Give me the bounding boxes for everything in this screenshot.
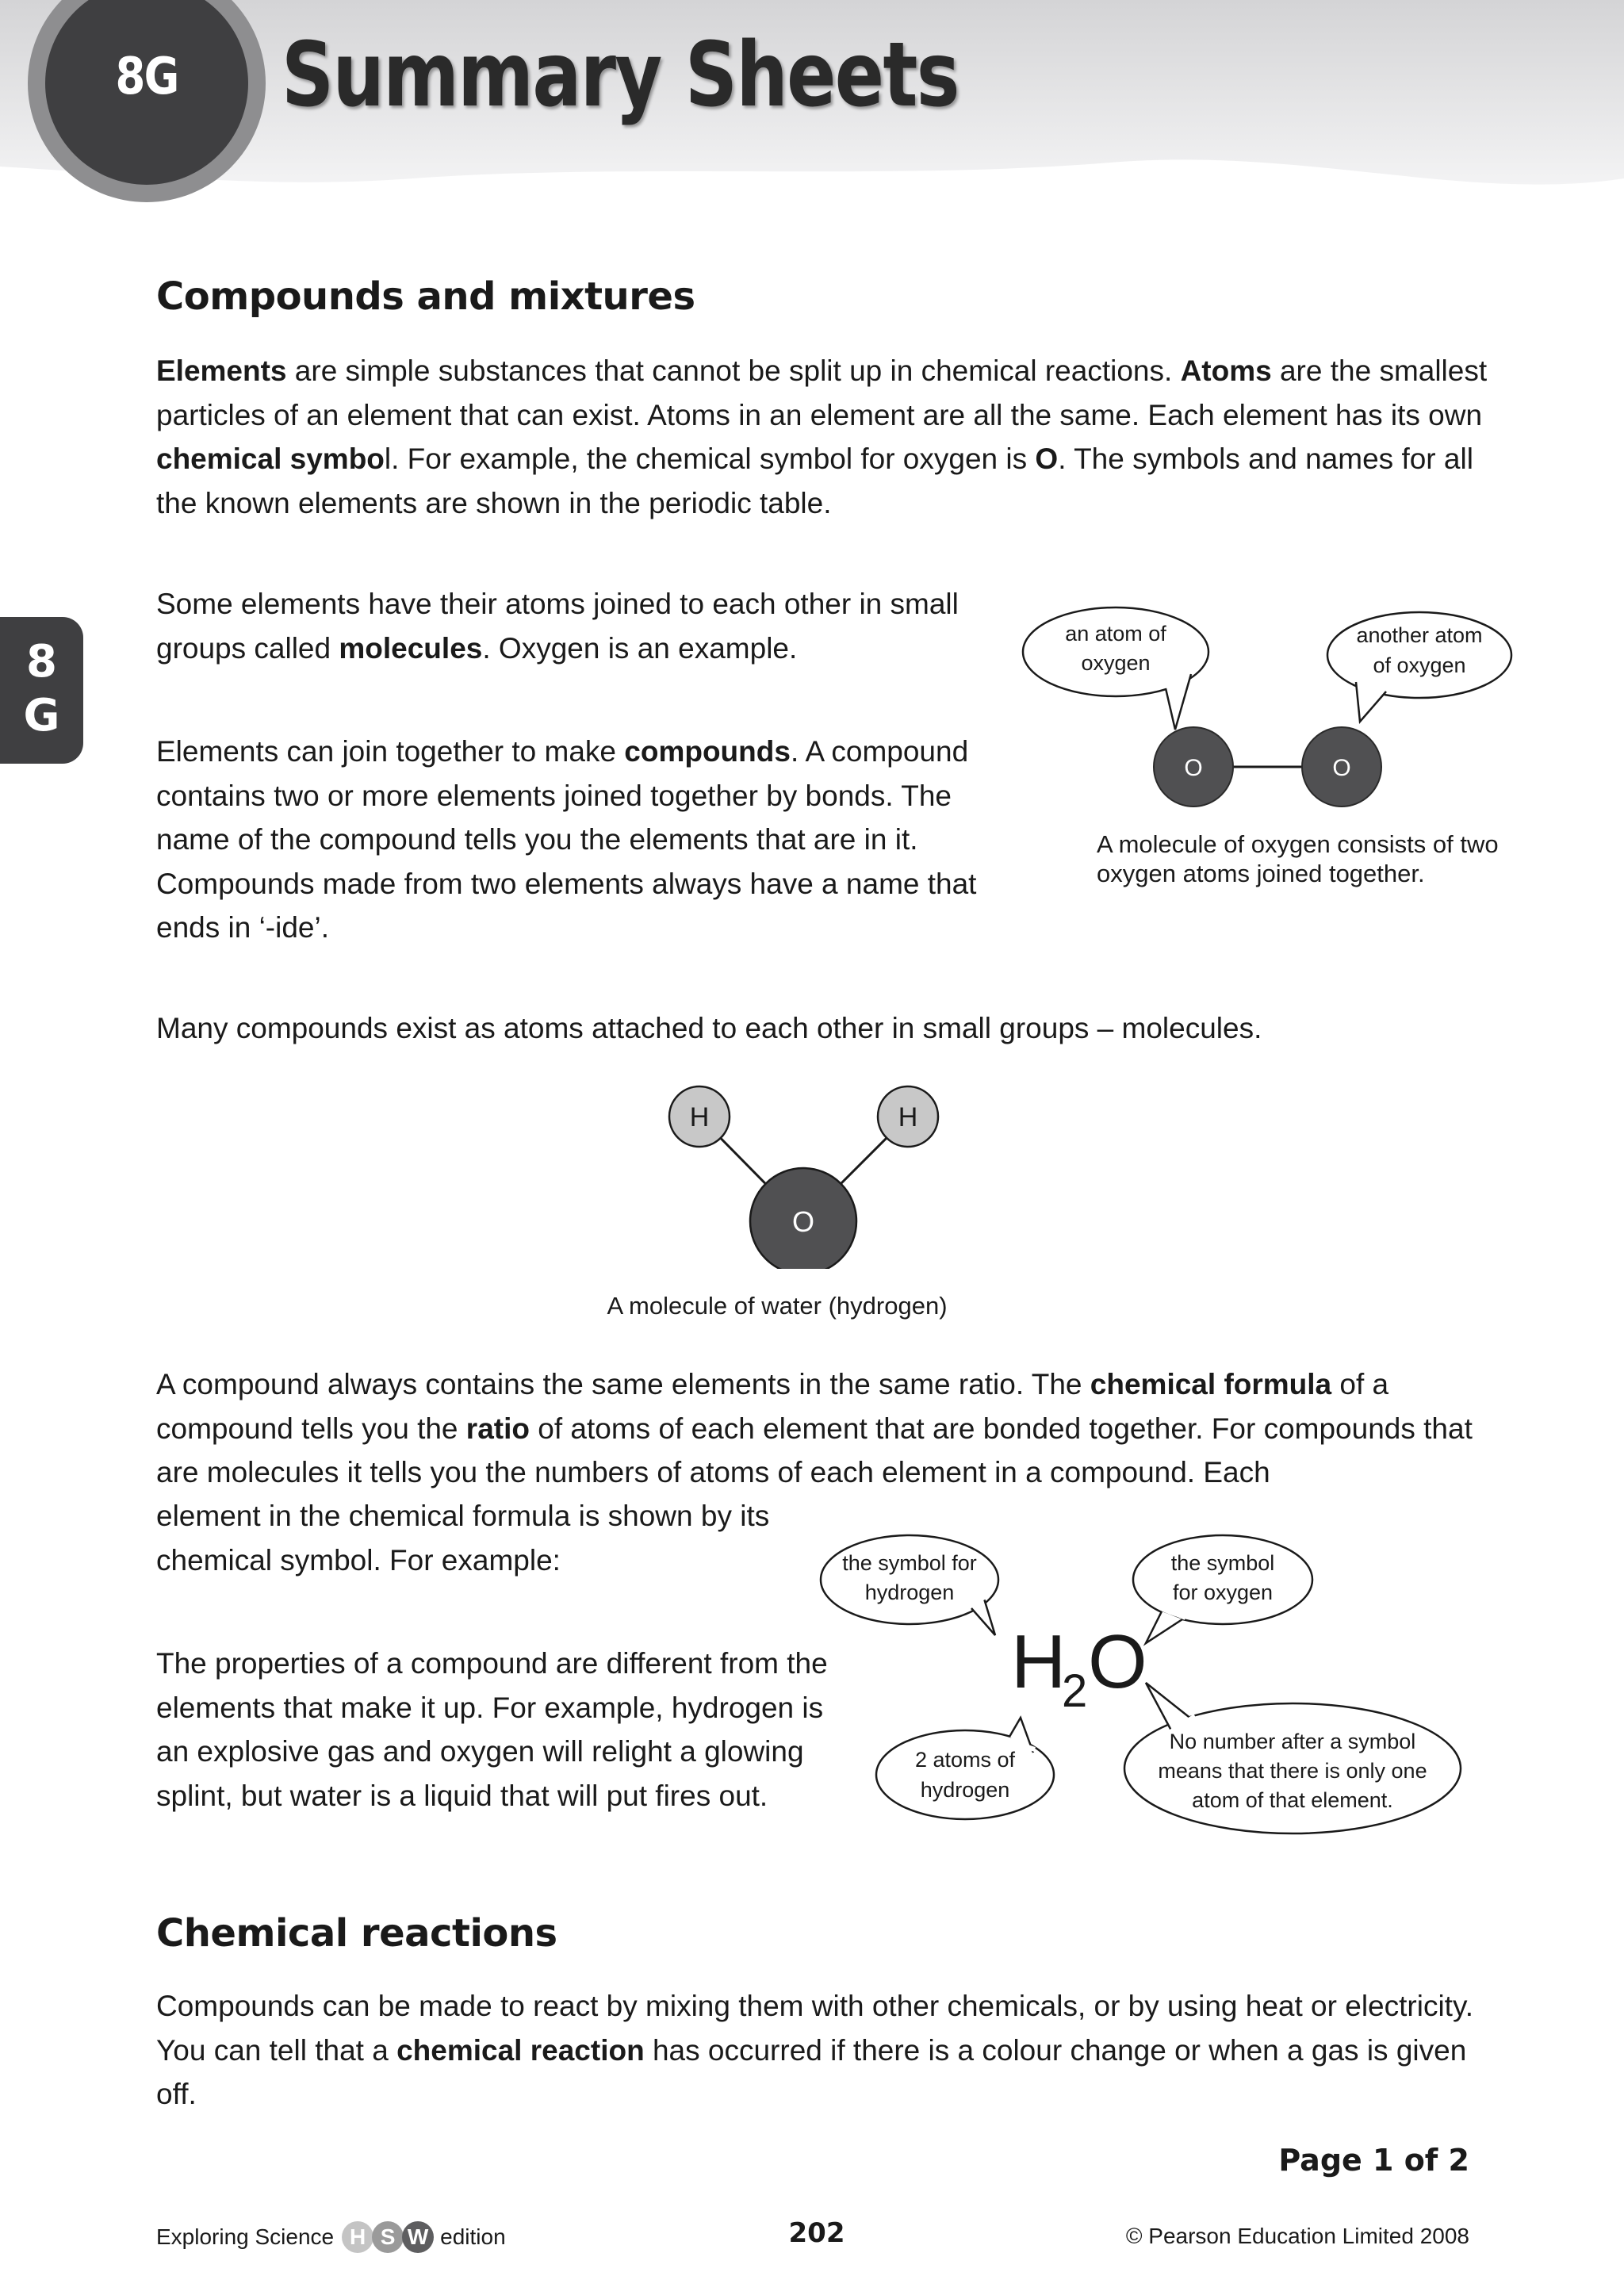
- oxygen-atom-water-label: O: [791, 1205, 815, 1238]
- paragraph-chemical-formula: [156, 1362, 1504, 1495]
- paragraph-properties: The properties of a compound are different from the elements that make it up. For example, hydrogen is an explosive gas and oxygen will relight a glowing splint, but water is a liquid that will put fires out.: [156, 1647, 828, 1812]
- bubble-n-line2: means that there is only one: [1158, 1759, 1427, 1783]
- paragraph-chemical-reactions: [156, 1984, 1504, 2117]
- speech-bubble-symbol-oxygen: [1133, 1535, 1312, 1643]
- bubble-n-line3: atom of that element.: [1192, 1788, 1393, 1812]
- footer-series: [156, 2217, 506, 2257]
- bold-term: chemical formula: [1090, 1368, 1332, 1400]
- unit-badge-label: 8G: [115, 48, 178, 106]
- formula-o: O: [1088, 1619, 1147, 1704]
- footer-series-name: Exploring Science: [156, 2224, 335, 2249]
- hsw-h-icon: H: [342, 2221, 373, 2253]
- text-run: has occurred if there is a colour change or when a gas is given off.: [156, 2033, 1467, 2110]
- bold-term: O: [1035, 443, 1059, 475]
- oxygen-atom-2-label: O: [1332, 755, 1351, 781]
- bubble-right-line1: another atom: [1356, 623, 1483, 647]
- text-run: A compound always contains the same elements in the same ratio. The: [156, 1368, 1090, 1400]
- text-run: of atoms of each element that are bonded together. For compounds that are molecules it tells you the numbers of atoms of each element in a compound. Each: [156, 1412, 1473, 1488]
- speech-bubble-symbol-hydrogen: [821, 1535, 998, 1635]
- text-run: l. For example, the chemical symbol for oxygen is: [384, 443, 1036, 475]
- bubble-n-line1: No number after a symbol: [1169, 1730, 1416, 1753]
- side-tab: [0, 617, 83, 764]
- section-heading-compounds: Compounds and mixtures: [156, 274, 695, 319]
- bold-term: ratio: [465, 1412, 530, 1445]
- hydrogen-atom-2: [878, 1086, 938, 1147]
- paragraph-molecules: [156, 582, 1021, 670]
- bubble-h-line1: the symbol for: [842, 1551, 977, 1575]
- bubble-2-line2: hydrogen: [920, 1778, 1010, 1802]
- formula-diagram: [813, 1523, 1483, 1856]
- oxygen-atom-1-label: O: [1184, 755, 1203, 781]
- paragraph-elements: [156, 349, 1488, 525]
- formula-subscript: 2: [1062, 1665, 1088, 1717]
- text-run: . Oxygen is an example.: [482, 631, 798, 665]
- water-diagram-caption: A molecule of water (hydrogen): [607, 1292, 948, 1320]
- speech-bubble-another-atom: [1327, 612, 1511, 722]
- page-number: 202: [788, 2217, 845, 2249]
- bubble-o-line2: for oxygen: [1172, 1580, 1274, 1604]
- bubble-left-line1: an atom of: [1065, 622, 1166, 646]
- bold-term: chemical symbo: [156, 443, 385, 475]
- text-run: are the smallest particles of an element that can exist. Atoms in an element are all the same. Each element has its own: [156, 354, 1488, 431]
- hydrogen-atom-2-label: H: [898, 1102, 918, 1132]
- hsw-w-icon: W: [402, 2221, 434, 2253]
- bold-term: compounds: [624, 735, 791, 768]
- copyright: © Pearson Education Limited 2008: [1125, 2224, 1469, 2248]
- oxygen-atom-water: [750, 1168, 856, 1269]
- section-heading-chemical-reactions: Chemical reactions: [156, 1911, 557, 1956]
- paragraph-chemical-formula-cont: element in the chemical formula is shown by its chemical symbol. For example:: [156, 1500, 770, 1577]
- text-run: of a compound tells you the: [156, 1368, 1389, 1445]
- text-run: Compounds can be made to react by mixing them with other chemicals, or by using heat or electricity. You can tell that a: [156, 1990, 1473, 2067]
- bubble-left-line2: oxygen: [1081, 651, 1151, 675]
- hsw-s-icon: S: [372, 2221, 404, 2253]
- paragraph-many-compounds: Many compounds exist as atoms attached to each other in small groups – molecules.: [156, 1012, 1262, 1044]
- bold-term: molecules: [339, 631, 483, 665]
- text-run: . A compound contains two or more elements joined together by bonds. The name of the compound tells you the elements that are in it. Compounds made from two elements always have a name that ends in ‘-ide’.: [156, 735, 977, 944]
- water-molecule-diagram: [658, 1079, 959, 1269]
- bubble-right-line2: of oxygen: [1373, 653, 1466, 677]
- oxygen-molecule-diagram: [1007, 595, 1530, 825]
- formula-h: H: [1011, 1619, 1067, 1704]
- page-title: Summary Sheets: [282, 24, 959, 127]
- hydrogen-atom-1-label: H: [689, 1102, 710, 1132]
- text-run: are simple substances that cannot be split up in chemical reactions.: [286, 354, 1181, 387]
- hydrogen-atom-1: [669, 1086, 730, 1147]
- oxygen-atom-1: [1154, 727, 1233, 807]
- side-tab-line2: G: [23, 690, 60, 741]
- paragraph-compounds: [156, 730, 1021, 950]
- hsw-logo: [342, 2221, 434, 2253]
- footer-edition: edition: [440, 2224, 506, 2249]
- speech-bubble-no-number: [1124, 1683, 1461, 1833]
- speech-bubble-atom-of-oxygen: [1023, 607, 1208, 730]
- bubble-o-line1: the symbol: [1170, 1551, 1275, 1575]
- page-of-indicator: Page 1 of 2: [1278, 2143, 1469, 2178]
- text-run: Some elements have their atoms joined to each other in small groups called: [156, 588, 959, 665]
- bubble-h-line2: hydrogen: [864, 1580, 955, 1604]
- text-run: . The symbols and names for all the known elements are shown in the periodic table.: [156, 443, 1473, 519]
- bubble-2-line1: 2 atoms of: [914, 1748, 1016, 1772]
- oxygen-diagram-caption: A molecule of oxygen consists of two oxygen atoms joined together.: [1097, 830, 1499, 887]
- text-run: Elements can join together to make: [156, 735, 625, 768]
- side-tab-line1: 8: [26, 636, 57, 688]
- oxygen-atom-2: [1302, 727, 1381, 807]
- bold-term: Elements: [156, 354, 287, 387]
- speech-bubble-2-atoms: [876, 1718, 1054, 1819]
- bold-term: chemical reaction: [396, 2033, 645, 2067]
- bold-term: Atoms: [1180, 354, 1272, 387]
